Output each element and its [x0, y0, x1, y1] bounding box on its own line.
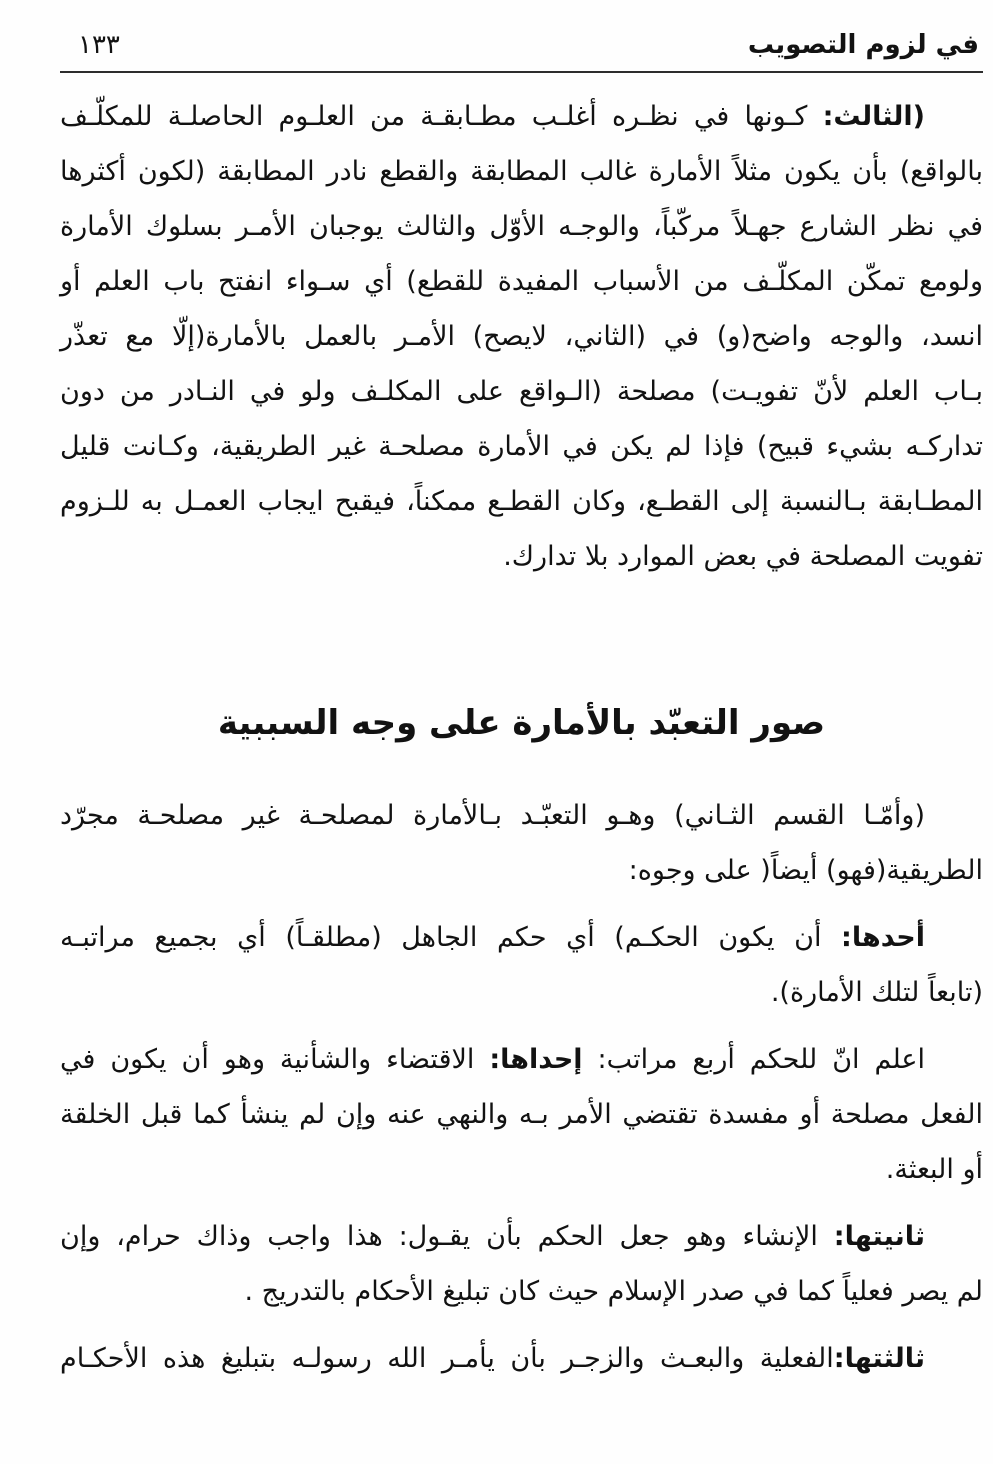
text-line: في نظر الشارع جهـلاً مركّباً، والوجـه الأوّل والثالث يوجبان الأمـر بسلوك الأمارة — [60, 211, 983, 243]
paragraph-first-case — [60, 910, 983, 1020]
paragraph-third-point — [60, 89, 983, 584]
paragraph-four-ranks — [60, 1032, 983, 1197]
text-line: ثانيتها: الإنشاء وهو جعل الحكم بأن يقـول: هذا واجب وذاك حرام، وإن — [60, 1220, 925, 1252]
page-header — [60, 0, 983, 73]
paragraph-second-part — [60, 788, 983, 898]
text-line: ولومع تمكّن المكلّـف من الأسباب المفيدة للقطع) أي سـواء انفتح باب العلم أو — [60, 266, 983, 298]
text-line: الطريقية(فهو) أيضاً( على وجوه: — [628, 854, 983, 886]
section-heading: صور التعبّد بالأمارة على وجه السببية — [217, 703, 826, 744]
text-line: لم يصر فعلياً كما في صدر الإسلام حيث كان تبليغ الأحكام بالتدريج . — [244, 1275, 983, 1307]
text-line: أحدها: أن يكون الحكـم) أي حكم الجاهل (مطلقـاً) أي بجميع مراتبـه — [60, 921, 925, 953]
text-line: ثالثتها:الفعلية والبعـث والزجـر بأن يأمـر الله رسولـه بتبليغ هذه الأحكـام — [60, 1342, 925, 1374]
text-line: (وأمّـا القسم الثـاني) وهـو التعبّـد بـالأمارة لمصلحـة غير مصلحـة مجرّد — [60, 799, 925, 831]
paragraph-second-rank — [60, 1209, 983, 1319]
text-line: تداركـه بشيء قبيح) فإذا لم يكن في الأمارة مصلحـة غير الطريقية، وكـانت قليل — [60, 431, 983, 463]
text-line: أو البعثة. — [885, 1153, 983, 1185]
text-line: اعلم انّ للحكم أربع مراتب: إحداها: الاقتضاء والشأنية وهو أن يكون في — [60, 1043, 925, 1075]
text-line: بالواقع) بأن يكون مثلاً الأمارة غالب المطابقة والقطع نادر المطابقة (لكون أكثرها — [60, 156, 983, 188]
text-line: (الثالث: كـونها في نظـره أغلـب مطـابقـة من العلـوم الحاصلـة للمكلّـف — [60, 101, 925, 133]
paragraph-third-rank — [60, 1331, 983, 1386]
text-line: انسد، والوجه واضح(و) في (الثاني، لايصح) الأمـر بالعمل بالأمارة(إلّا مع تعذّر — [60, 321, 983, 353]
page-number: ١٣٣ — [78, 30, 120, 60]
text-line: (تابعاً لتلك الأمارة). — [770, 976, 983, 1008]
text-line: بـاب العلم لأنّ تفويـت) مصلحة (الـواقع على المكلـف ولو في النـادر من دون — [60, 376, 983, 408]
running-title: في لزوم التصويب — [747, 30, 979, 60]
text-line: المطـابقة بـالنسبة إلى القطـع، وكان القطـع ممكناً، فيقبح ايجاب العمـل به للـزوم — [60, 486, 983, 518]
text-line: تفويت المصلحة في بعض الموارد بلا تدارك. — [503, 541, 983, 573]
text-line: الفعل مصلحة أو مفسدة تقتضي الأمر بـه والنهي عنه وإن لم ينشأ كما قبل الخلقة — [60, 1098, 983, 1130]
page-body — [60, 73, 983, 1386]
